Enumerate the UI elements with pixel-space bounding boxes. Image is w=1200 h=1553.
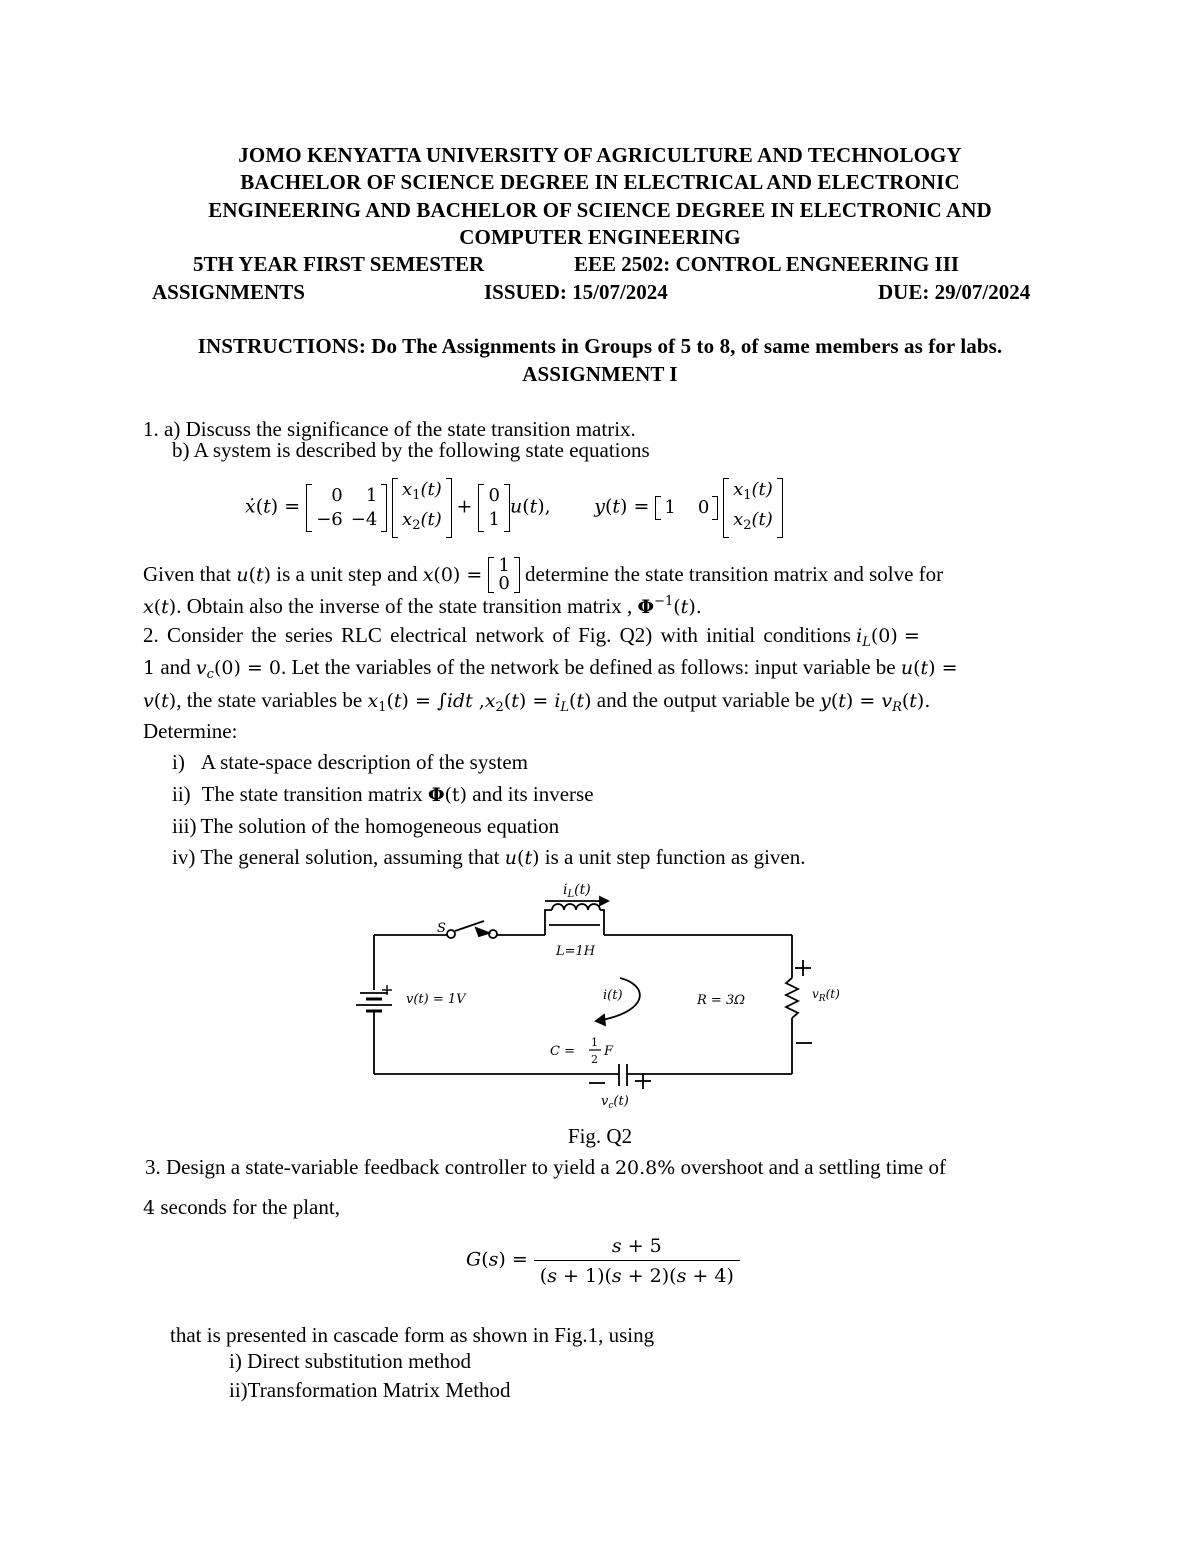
q3-line-2: 4 seconds for the plant, <box>143 1195 340 1219</box>
capacitor-label: C = <box>550 1044 575 1059</box>
degree-line-3: COMPUTER ENGINEERING <box>459 225 741 249</box>
q3-method-1: i) Direct substitution method <box>229 1349 472 1373</box>
degree-line-2: ENGINEERING AND BACHELOR OF SCIENCE DEGREE IN ELECTRONIC AND <box>208 198 992 222</box>
loop-current-label: i(t) <box>603 988 623 1003</box>
course-code: EEE 2502: CONTROL ENGNEERING III <box>574 252 960 276</box>
q1-part-b: b) A system is described by the following state equations <box>172 438 650 462</box>
q3-line-1: 3. Design a state-variable feedback controller to yield a 20.8% overshoot and a settling time of <box>145 1155 946 1179</box>
due-date: DUE: 29/07/2024 <box>878 280 1031 304</box>
instructions: INSTRUCTIONS: Do The Assignments in Groups of 5 to 8, of same members as for labs. <box>197 334 1003 358</box>
issued-date: ISSUED: 15/07/2024 <box>484 280 668 304</box>
q2-line-1: 2. Consider the series RLC electrical network of Fig. Q2) with initial conditions $i_L(0)$ = <box>143 623 920 650</box>
svg-text:1: 1 <box>591 1036 598 1049</box>
source-label: v(t) = 1V <box>406 992 466 1007</box>
q2-item-3: iii) The solution of the homogeneous equation <box>172 814 560 838</box>
q3-method-2: ii)Transformation Matrix Method <box>229 1378 511 1402</box>
rlc-circuit-diagram <box>340 878 870 1118</box>
q2-item-4: iv) The general solution, assuming that u(t) is a unit step function as given. <box>172 845 806 869</box>
svg-text:F: F <box>604 1044 614 1059</box>
capacitor-voltage-label: $v_c(t)$ <box>601 1094 629 1111</box>
figure-caption: Fig. Q2 <box>567 1124 633 1148</box>
inductor-lead-left <box>545 910 552 935</box>
q2-item-2: ii) The state transition matrix Φ(t) and its inverse <box>172 782 594 806</box>
resistor-symbol <box>786 978 798 1018</box>
inductor-lead-right <box>600 910 604 935</box>
switch-terminal-right <box>489 930 497 938</box>
state-equation: ẋ(t) = 0 1 −6 −4 $x_1(t)$ $x_2(t)$ + 0 1 u(t), y(t) = 1 0 $x_1(t)$ $x_2(t)$ <box>245 478 783 538</box>
q1-obtain-line: x(t). Obtain also the inverse of the state transition matrix , $\Phi^{-1}(t)$. <box>143 594 702 618</box>
inductor-label: L=1H <box>556 944 596 959</box>
q2-determine: Determine: <box>143 719 238 743</box>
assignments-label: ASSIGNMENTS <box>152 280 305 304</box>
switch-label: S <box>437 921 446 936</box>
inductor-current-label: $i_L(t)$ <box>563 882 591 900</box>
resistor-label: R = 3Ω <box>697 993 745 1008</box>
inductor-coil <box>552 904 600 910</box>
university-name: JOMO KENYATTA UNIVERSITY OF AGRICULTURE AND TECHNOLOGY <box>238 143 962 167</box>
switch-arrow <box>476 928 489 936</box>
svg-text:2: 2 <box>591 1053 598 1066</box>
q1-part-a: 1. a) Discuss the significance of the state transition matrix. <box>143 417 636 441</box>
degree-line-1: BACHELOR OF SCIENCE DEGREE IN ELECTRICAL AND ELECTRONIC <box>240 170 960 194</box>
q2-line-3: v(t), the state variables be $x_1(t) = \int idt$ $,x_2(t) = i_L(t)$ and the output variable be $y(t) = v_R(t)$. <box>143 688 931 715</box>
q2-line-2: 1 and $v_c(0) = 0$. Let the variables of the network be defined as follows: input variable be u(t) = <box>143 655 958 682</box>
q1-given-line: Given that u(t) is a unit step and x(0) = 1 0 determine the state transition matrix and solve for <box>143 555 944 594</box>
q3-cascade-text: that is presented in cascade form as shown in Fig.1, using <box>170 1323 655 1347</box>
q2-item-1: i) A state-space description of the system <box>172 750 528 774</box>
year-semester: 5TH YEAR FIRST SEMESTER <box>193 252 485 276</box>
switch-terminal-left <box>447 930 455 938</box>
assignment-title: ASSIGNMENT I <box>522 362 678 386</box>
resistor-voltage-label: $v_R(t)$ <box>812 987 840 1004</box>
plant-transfer-function: G(s) = $\frac{s + 5}{(s + 1)(s + 2)(s + 4)}$ <box>466 1233 740 1288</box>
